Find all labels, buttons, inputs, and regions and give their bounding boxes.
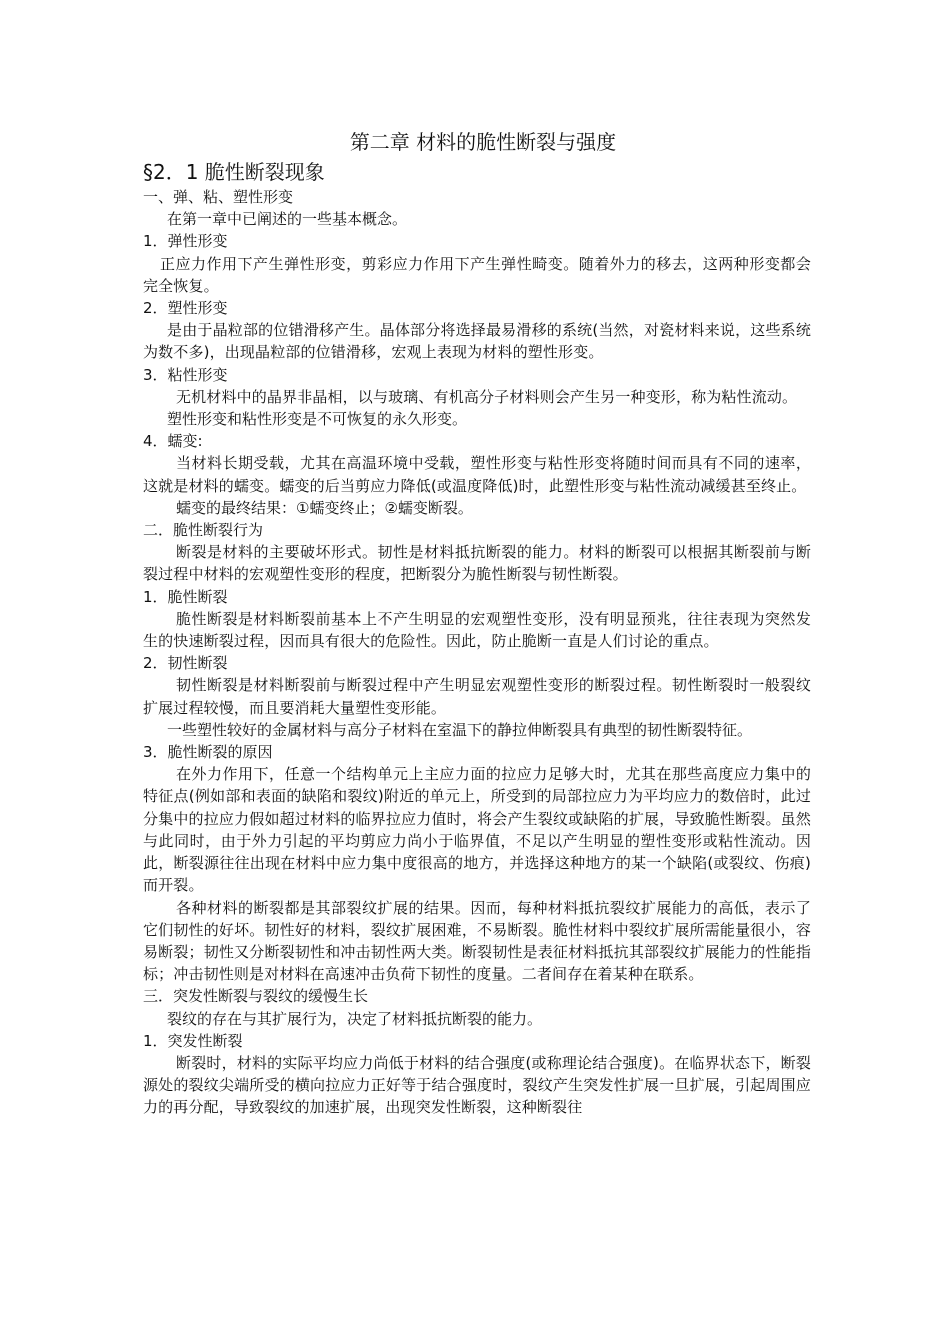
paragraph: 裂纹的存在与其扩展行为，决定了材料抵抗断裂的能力。 [167, 1009, 543, 1028]
subheading: 2．韧性断裂 [143, 654, 228, 673]
subheading: 3．粘性形变 [143, 365, 228, 384]
paragraph: 塑性形变和粘性形变是不可恢复的永久形变。 [167, 410, 468, 429]
subheading: 1．脆性断裂 [143, 587, 228, 606]
paragraph: 当材料长期受载，尤其在高温环境中受载，塑性形变与粘性形变将随时间而具有不同的速率，这就是材料的蠕变。蠕变的后当剪应力降低(或温度降低)时，此塑性形变与粘性流动减缓甚至终止。 [143, 454, 811, 495]
subheading: 3．脆性断裂的原因 [143, 743, 273, 762]
subheading: 二．脆性断裂行为 [143, 521, 264, 540]
paragraph: 是由于晶粒部的位错滑移产生。晶体部分将选择最易滑移的系统(当然，对瓷材料来说，这些系统为数不多)，出现晶粒部的位错滑移，宏观上表现为材料的塑性形变。 [143, 321, 811, 362]
paragraph: 断裂是材料的主要破坏形式。韧性是材料抵抗断裂的能力。材料的断裂可以根据其断裂前与断裂过程中材料的宏观塑性变形的程度，把断裂分为脆性断裂与韧性断裂。 [143, 543, 811, 584]
chapter-title: 第二章 材料的脆性断裂与强度 [349, 130, 617, 154]
paragraph-list [143, 186, 811, 1119]
paragraph: 在第一章中已阐述的一些基本概念。 [167, 210, 408, 229]
subheading: 一、弹、粘、塑性形变 [143, 188, 294, 206]
paragraph: 正应力作用下产生弹性形变，剪彩应力作用下产生弹性畸变。随着外力的移去，这两种形变都会完全恢复。 [143, 254, 811, 295]
section-heading: §2．1 脆性断裂现象 [143, 160, 325, 184]
document-body [143, 128, 811, 1119]
paragraph: 无机材料中的晶界非晶相，以与玻璃、有机高分子材料则会产生另一种变形，称为粘性流动。 [176, 387, 798, 406]
paragraph: 蠕变的最终结果：①蠕变终止；②蠕变断裂。 [176, 498, 473, 517]
subheading: 1．弹性形变 [143, 232, 228, 251]
paragraph: 韧性断裂是材料断裂前与断裂过程中产生明显宏观塑性变形的断裂过程。韧性断裂时一般裂纹扩展过程较慢，而且要消耗大量塑性变形能。 [143, 676, 811, 717]
subheading: 三．突发性断裂与裂纹的缓慢生长 [143, 987, 369, 1006]
paragraph: 各种材料的断裂都是其部裂纹扩展的结果。因而，每种材料抵抗裂纹扩展能力的高低，表示了它们韧性的好坏。韧性好的材料，裂纹扩展困难，不易断裂。脆性材料中裂纹扩展所需能量很小，容易断裂；韧性又分断裂韧性和冲击韧性两大类。断裂韧性是表征材料抵抗其部裂纹扩展能力的性能指标；冲击韧性则是对材料在高速冲击负荷下韧性的度量。二者间存在着某种在联系。 [143, 898, 811, 984]
paragraph: 在外力作用下，任意一个结构单元上主应力面的拉应力足够大时，尤其在那些高度应力集中的特征点(例如部和表面的缺陷和裂纹)附近的单元上，所受到的局部拉应力为平均应力的数倍时，此过分集中的拉应力假如超过材料的临界拉应力值时，将会产生裂纹或缺陷的扩展，导致脆性断裂。虽然与此同时，由于外力引起的平均剪应力尚小于临界值，不足以产生明显的塑性变形或粘性流动。因此，断裂源往往出现在材料中应力集中度很高的地方，并选择这种地方的某一个缺陷(或裂纹、伤痕)而开裂。 [143, 765, 811, 895]
subheading: 4．蠕变: [143, 432, 203, 451]
subheading: 2．塑性形变 [143, 299, 228, 318]
subheading: 1．突发性断裂 [143, 1031, 243, 1050]
paragraph: 断裂时，材料的实际平均应力尚低于材料的结合强度(或称理论结合强度)。在临界状态下，断裂源处的裂纹尖端所受的横向拉应力正好等于结合强度时，裂纹产生突发性扩展一旦扩展，引起周围应力的再分配，导致裂纹的加速扩展，出现突发性断裂，这种断裂往 [143, 1053, 811, 1117]
paragraph: 脆性断裂是材料断裂前基本上不产生明显的宏观塑性变形，没有明显预兆，往往表现为突然发生的快速断裂过程，因而具有很大的危险性。因此，防止脆断一直是人们讨论的重点。 [143, 609, 811, 651]
paragraph: 一些塑性较好的金属材料与高分子材料在室温下的静拉伸断裂具有典型的韧性断裂特征。 [167, 720, 753, 739]
